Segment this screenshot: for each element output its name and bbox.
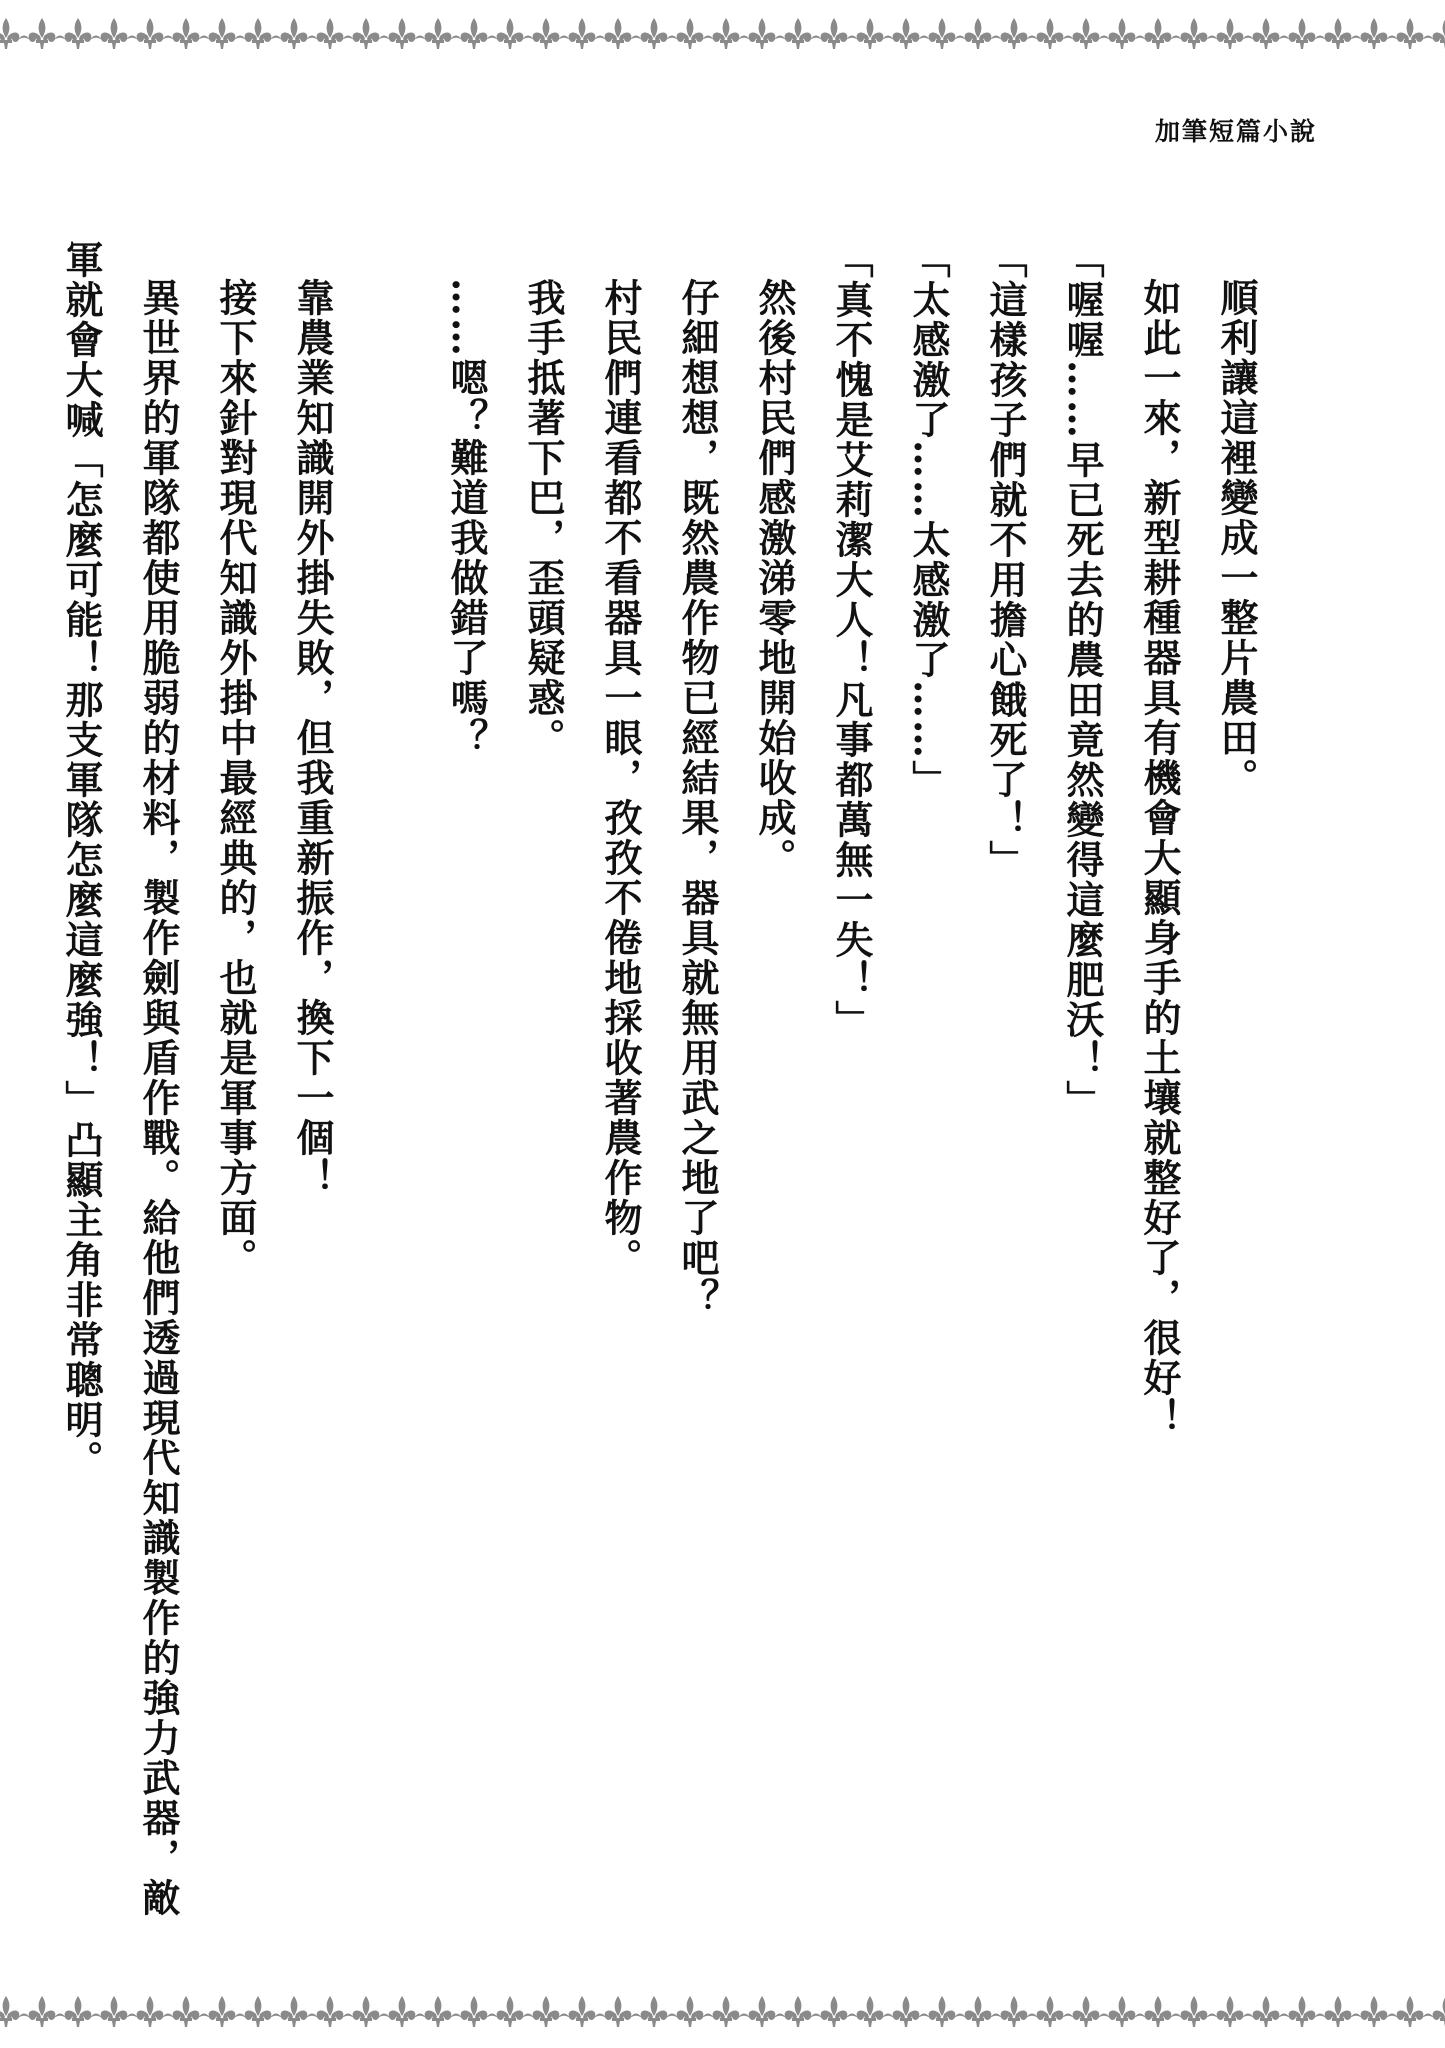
fleur-de-lis-icon — [1001, 1996, 1038, 2027]
novel-body-text — [59, 240, 1275, 1920]
fleur-de-lis-icon — [641, 1996, 678, 2027]
fleur-de-lis-icon — [425, 1996, 462, 2027]
paragraph: 我手抵著下巴，歪頭疑惑。 — [521, 278, 566, 758]
fleur-de-lis-icon — [893, 1996, 930, 2027]
fleur-de-lis-icon — [173, 18, 210, 49]
fleur-de-lis-icon — [497, 18, 534, 49]
fleur-de-lis-icon — [0, 0, 1445, 70]
fleur-de-lis-icon — [1001, 18, 1038, 49]
fleur-de-lis-icon — [353, 18, 390, 49]
fleur-de-lis-icon — [1361, 1996, 1398, 2027]
fleur-de-lis-icon — [677, 1996, 714, 2027]
fleur-de-lis-icon — [101, 18, 138, 49]
paragraph: 「真不愧是艾莉潔大人！凡事都萬無一失！」 — [829, 240, 874, 1040]
fleur-de-lis-icon — [1109, 18, 1146, 49]
fleur-de-lis-icon — [821, 18, 858, 49]
running-header-title: 加筆短篇小說 — [1154, 117, 1317, 146]
top-border-ornament — [0, 0, 1445, 70]
fleur-de-lis-icon — [569, 1996, 606, 2027]
fleur-de-lis-icon — [137, 1996, 174, 2027]
fleur-de-lis-icon — [1325, 1996, 1362, 2027]
fleur-de-lis-icon — [281, 1996, 318, 2027]
fleur-de-lis-icon — [0, 1996, 30, 2027]
bottom-border-ornament — [0, 1978, 1445, 2048]
fleur-de-lis-icon — [1037, 18, 1074, 49]
fleur-de-lis-icon — [1289, 18, 1326, 49]
fleur-de-lis-icon — [317, 1996, 354, 2027]
fleur-de-lis-icon — [425, 18, 462, 49]
fleur-de-lis-icon — [389, 18, 426, 49]
fleur-de-lis-icon — [1253, 1996, 1290, 2027]
paragraph: 然後村民們感激涕零地開始收成。 — [752, 278, 797, 878]
fleur-de-lis-icon — [65, 18, 102, 49]
fleur-de-lis-icon — [749, 18, 786, 49]
paragraph: 「這樣孩子們就不用擔心餓死了！」 — [983, 240, 1028, 880]
fleur-de-lis-icon — [857, 1996, 894, 2027]
fleur-de-lis-icon — [245, 1996, 282, 2027]
fleur-de-lis-icon — [893, 18, 930, 49]
fleur-de-lis-icon — [749, 1996, 786, 2027]
fleur-de-lis-icon — [209, 18, 246, 49]
fleur-de-lis-icon — [1037, 1996, 1074, 2027]
paragraph: 村民們連看都不看器具一眼，孜孜不倦地採收著農作物。 — [598, 278, 643, 1278]
fleur-de-lis-icon — [605, 18, 642, 49]
paragraph: 「太感激了……太感激了……」 — [906, 240, 951, 800]
paragraph: 仔細想想，既然農作物已經結果，器具就無用武之地了吧？ — [675, 278, 720, 1318]
fleur-de-lis-icon — [1433, 1996, 1445, 2027]
fleur-de-lis-icon — [497, 1996, 534, 2027]
fleur-de-lis-icon — [965, 1996, 1002, 2027]
fleur-de-lis-icon — [353, 1996, 390, 2027]
fleur-de-lis-icon — [1181, 18, 1218, 49]
fleur-de-lis-icon — [29, 1996, 66, 2027]
fleur-de-lis-icon — [137, 18, 174, 49]
fleur-de-lis-icon — [1217, 18, 1254, 49]
fleur-de-lis-icon — [1433, 18, 1445, 49]
fleur-de-lis-icon — [1073, 1996, 1110, 2027]
fleur-de-lis-icon — [677, 18, 714, 49]
fleur-de-lis-icon — [1397, 1996, 1434, 2027]
fleur-de-lis-icon — [713, 1996, 750, 2027]
fleur-de-lis-icon — [821, 1996, 858, 2027]
fleur-de-lis-icon — [1145, 18, 1182, 49]
fleur-de-lis-icon — [1289, 1996, 1326, 2027]
fleur-de-lis-icon — [1109, 1996, 1146, 2027]
fleur-de-lis-icon — [1181, 1996, 1218, 2027]
fleur-de-lis-icon — [1397, 18, 1434, 49]
fleur-de-lis-icon — [29, 18, 66, 49]
fleur-de-lis-icon — [281, 18, 318, 49]
fleur-de-lis-icon — [245, 18, 282, 49]
fleur-de-lis-icon — [101, 1996, 138, 2027]
fleur-de-lis-icon — [785, 18, 822, 49]
paragraph: 接下來針對現代知識外掛中最經典的，也就是軍事方面。 — [213, 278, 258, 1278]
fleur-de-lis-icon — [965, 18, 1002, 49]
fleur-de-lis-icon — [317, 18, 354, 49]
paragraph-spacer — [351, 240, 428, 1920]
fleur-de-lis-icon — [0, 1978, 1445, 2048]
fleur-de-lis-icon — [1325, 18, 1362, 49]
fleur-de-lis-icon — [173, 1996, 210, 2027]
fleur-de-lis-icon — [785, 1996, 822, 2027]
fleur-de-lis-icon — [1073, 18, 1110, 49]
fleur-de-lis-icon — [389, 1996, 426, 2027]
fleur-de-lis-icon — [461, 1996, 498, 2027]
fleur-de-lis-icon — [461, 18, 498, 49]
fleur-de-lis-icon — [0, 18, 30, 49]
fleur-de-lis-icon — [1217, 1996, 1254, 2027]
fleur-de-lis-icon — [857, 18, 894, 49]
fleur-de-lis-icon — [1253, 18, 1290, 49]
paragraph: 異世界的軍隊都使用脆弱的材料，製作劍與盾作戰。給他們透過現代知識製作的強力武器，敵軍就會大喊「怎麼可能！那支軍隊怎麼這麼強！」凸顯主角非常聰明。 — [59, 240, 181, 1918]
fleur-de-lis-icon — [605, 1996, 642, 2027]
fleur-de-lis-icon — [533, 1996, 570, 2027]
fleur-de-lis-icon — [929, 18, 966, 49]
paragraph: 「喔喔……早已死去的農田竟然變得這麼肥沃！」 — [1060, 240, 1105, 1120]
fleur-de-lis-icon — [533, 18, 570, 49]
fleur-de-lis-icon — [1361, 18, 1398, 49]
fleur-de-lis-icon — [209, 1996, 246, 2027]
paragraph: ……嗯？難道我做錯了嗎？ — [444, 278, 489, 758]
fleur-de-lis-icon — [641, 18, 678, 49]
fleur-de-lis-icon — [569, 18, 606, 49]
fleur-de-lis-icon — [65, 1996, 102, 2027]
fleur-de-lis-icon — [1145, 1996, 1182, 2027]
fleur-de-lis-icon — [929, 1996, 966, 2027]
paragraph: 順利讓這裡變成一整片農田。 — [1214, 278, 1259, 798]
paragraph: 靠農業知識開外掛失敗，但我重新振作，換下一個！ — [290, 278, 335, 1198]
fleur-de-lis-icon — [713, 18, 750, 49]
paragraph: 如此一來，新型耕種器具有機會大顯身手的土壤就整好了，很好！ — [1137, 278, 1182, 1438]
